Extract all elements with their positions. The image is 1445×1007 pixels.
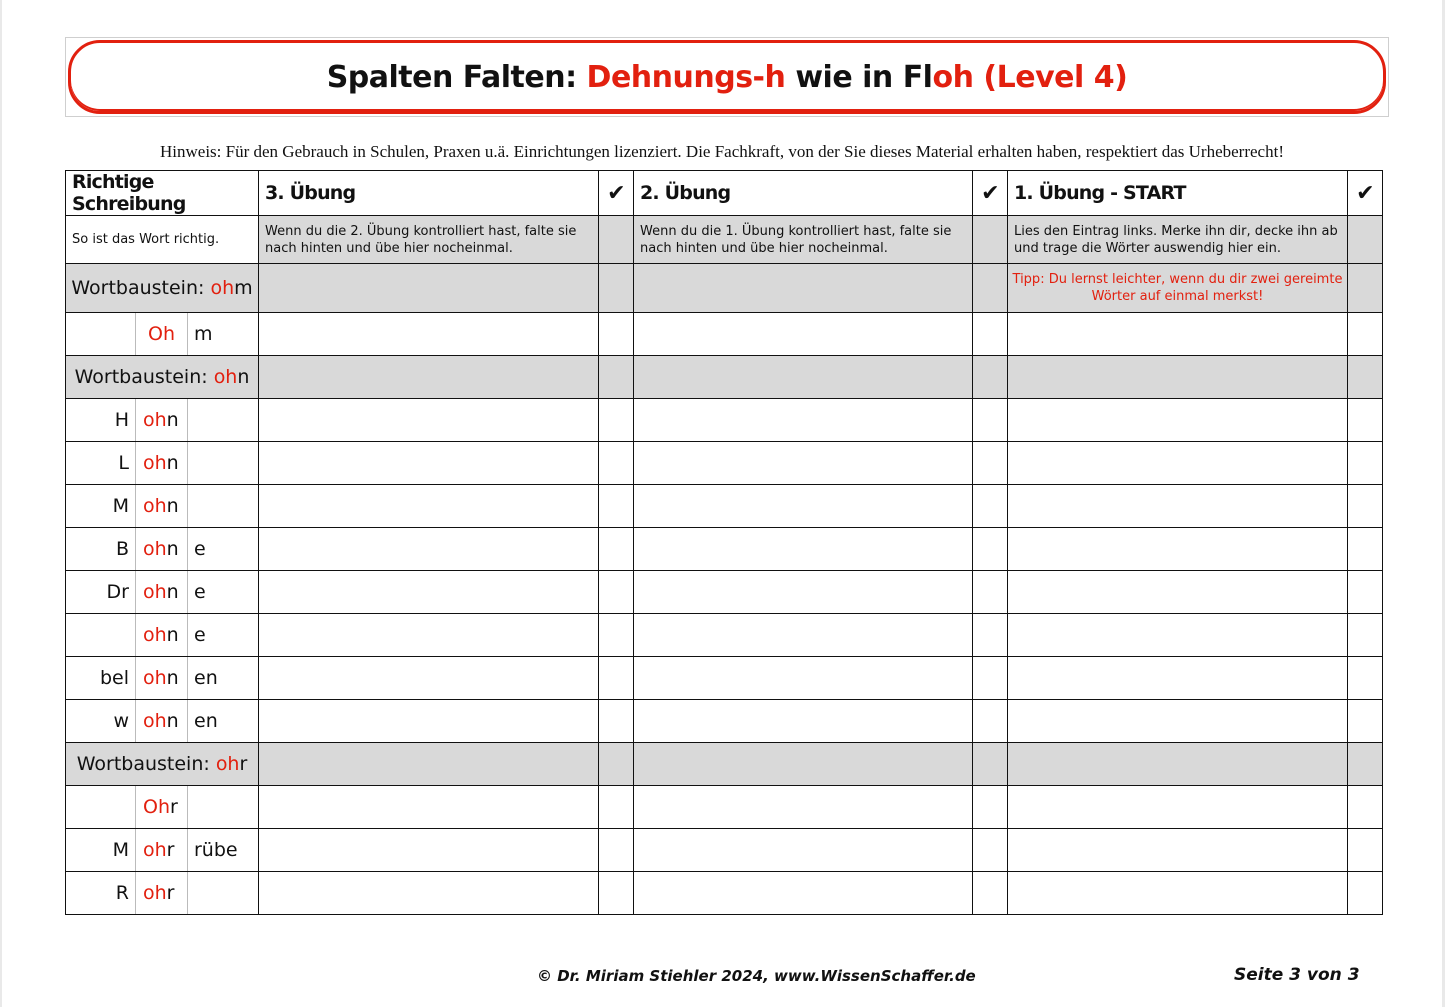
exercise-1-cell[interactable] [1008,700,1348,743]
title-frame [65,37,1389,117]
word-prefix [66,614,136,657]
exercise-1-cell[interactable] [1008,528,1348,571]
word-stem-red: oh [143,581,167,603]
check-icon: ✔ [599,171,634,216]
check-icon: ✔ [1348,171,1383,216]
check-cell[interactable] [973,571,1008,614]
word-stem-red: Oh [143,796,170,818]
exercise-3-cell[interactable] [259,614,599,657]
wortbaustein-text: Wortbaustein: [71,277,211,299]
instruction-correct: So ist das Wort richtig. [66,216,259,264]
word-stem-red: oh [143,538,167,560]
word-row [66,700,1383,743]
exercise-2-cell[interactable] [634,786,973,829]
word-prefix [66,313,136,356]
exercise-2-cell[interactable] [634,700,973,743]
word-row [66,614,1383,657]
check-cell[interactable] [973,399,1008,442]
check-cell[interactable] [973,442,1008,485]
check-cell[interactable] [599,743,634,786]
check-cell[interactable] [599,700,634,743]
wortbaustein-stem: m [234,277,253,299]
word-prefix: M [66,485,136,528]
word-stem [136,700,188,743]
word-suffix: m [188,313,259,356]
word-suffix: e [188,571,259,614]
instruction-exercise-1: Lies den Eintrag links. Merke ihn dir, decke ihn ab und trage die Wörter auswendig hier ein. [1008,216,1348,264]
exercise-3-cell[interactable] [259,872,599,915]
header-row [66,171,1383,216]
exercise-2-cell[interactable] [634,614,973,657]
copyright-footer: © Dr. Miriam Stiehler 2024, www.WissenSchaffer.de [537,967,976,985]
check-cell[interactable] [599,657,634,700]
word-prefix: bel [66,657,136,700]
word-stem-end: n [166,624,179,646]
check-cell[interactable] [973,700,1008,743]
check-cell[interactable] [1348,872,1383,915]
word-stem-end: n [166,409,179,431]
instruction-exercise-2: Wenn du die 1. Übung kontrolliert hast, falte sie nach hinten und übe hier nocheinmal. [634,216,973,264]
check-cell[interactable] [599,829,634,872]
word-stem-end: n [166,538,179,560]
header-correct-spelling: Richtige Schreibung [66,171,259,216]
exercise-3-cell[interactable] [259,829,599,872]
title-part-2: Dehnungs-h [586,59,786,95]
exercise-2-cell[interactable] [634,829,973,872]
wortbaustein-stem: n [237,366,250,388]
title-part-5: (Level 4) [973,59,1128,95]
word-suffix: e [188,614,259,657]
exercise-3-cell[interactable] [259,657,599,700]
word-stem [136,571,188,614]
check-cell[interactable] [973,872,1008,915]
word-stem [136,313,188,356]
check-cell[interactable] [1348,571,1383,614]
word-row [66,872,1383,915]
check-cell[interactable] [973,528,1008,571]
word-stem [136,614,188,657]
word-stem-red: oh [143,409,167,431]
word-row [66,485,1383,528]
check-cell[interactable] [599,571,634,614]
check-cell[interactable] [973,657,1008,700]
exercise-1-cell[interactable] [1008,313,1348,356]
exercise-1-cell[interactable] [1008,872,1348,915]
word-prefix: w [66,700,136,743]
word-suffix [188,786,259,829]
wortbaustein-stem-red: oh [215,753,240,775]
exercise-1-cell[interactable] [1008,356,1348,399]
wortbaustein-stem-red: oh [213,366,238,388]
worksheet-page [2,0,1442,1007]
exercise-2-cell[interactable] [634,264,973,313]
check-cell[interactable] [599,485,634,528]
word-stem [136,786,188,829]
word-stem-end: r [170,796,178,818]
word-suffix: e [188,528,259,571]
word-stem [136,528,188,571]
title-banner [68,40,1386,114]
check-cell[interactable] [1348,442,1383,485]
word-prefix: H [66,399,136,442]
word-suffix [188,485,259,528]
word-stem-end: r [166,882,175,904]
check-cell[interactable] [599,614,634,657]
check-cell[interactable] [1348,657,1383,700]
wortbaustein-row [66,264,1383,313]
exercise-3-cell[interactable] [259,528,599,571]
page-title [327,60,1128,95]
exercise-3-cell[interactable] [259,356,599,399]
check-cell[interactable] [973,313,1008,356]
word-suffix: en [188,657,259,700]
check-cell[interactable] [973,743,1008,786]
title-part-4: oh [932,59,974,95]
check-cell[interactable] [973,264,1008,313]
exercise-2-cell[interactable] [634,399,973,442]
word-suffix: rübe [188,829,259,872]
check-cell[interactable] [973,829,1008,872]
word-stem [136,485,188,528]
wortbaustein-row [66,743,1383,786]
word-stem-red: oh [143,839,167,861]
word-suffix [188,872,259,915]
word-prefix: M [66,829,136,872]
word-suffix [188,442,259,485]
exercise-3-cell[interactable] [259,700,599,743]
check-cell[interactable] [1348,829,1383,872]
check-cell[interactable] [1348,264,1383,313]
exercise-2-cell[interactable] [634,485,973,528]
exercise-3-cell[interactable] [259,399,599,442]
exercise-2-cell[interactable] [634,442,973,485]
word-prefix: B [66,528,136,571]
word-stem [136,657,188,700]
exercise-1-cell[interactable] [1008,442,1348,485]
page-number: Seite 3 von 3 [1234,965,1360,985]
exercise-3-cell[interactable] [259,571,599,614]
exercise-2-cell[interactable] [634,571,973,614]
word-row [66,786,1383,829]
exercise-1-cell[interactable] [1008,399,1348,442]
word-row [66,442,1383,485]
exercise-2-cell[interactable] [634,743,973,786]
instruction-exercise-3: Wenn du die 2. Übung kontrolliert hast, falte sie nach hinten und übe hier nocheinmal. [259,216,599,264]
exercise-1-cell[interactable] [1008,743,1348,786]
exercise-3-cell[interactable] [259,264,599,313]
check-cell[interactable] [1348,786,1383,829]
word-prefix: L [66,442,136,485]
wortbaustein-label [66,743,259,786]
check-cell[interactable] [1348,743,1383,786]
check-cell[interactable] [599,442,634,485]
word-prefix: Dr [66,571,136,614]
word-stem-red: oh [143,624,167,646]
check-cell[interactable] [1348,485,1383,528]
header-exercise-2: 2. Übung [634,171,973,216]
word-stem-red: Oh [148,323,175,345]
exercise-2-cell[interactable] [634,657,973,700]
check-cell[interactable] [1348,356,1383,399]
check-cell[interactable] [599,399,634,442]
check-cell[interactable] [599,356,634,399]
wortbaustein-label [66,356,259,399]
check-cell[interactable] [973,786,1008,829]
word-prefix: R [66,872,136,915]
word-suffix [188,399,259,442]
word-stem-end: n [166,495,179,517]
word-stem-red: oh [143,882,167,904]
wortbaustein-stem-red: oh [210,277,235,299]
word-stem-red: oh [143,710,167,732]
word-stem-red: oh [143,667,167,689]
wortbaustein-row [66,356,1383,399]
exercise-1-cell[interactable] [1008,485,1348,528]
exercise-1-cell[interactable] [1008,657,1348,700]
exercise-3-cell[interactable] [259,786,599,829]
exercise-1-cell[interactable] [1008,829,1348,872]
title-part-3: wie in Fl [785,59,933,95]
exercise-2-cell[interactable] [634,313,973,356]
check-cell[interactable] [599,528,634,571]
word-stem-end: n [166,710,179,732]
word-stem [136,872,188,915]
check-cell[interactable] [973,485,1008,528]
license-note: Hinweis: Für den Gebrauch in Schulen, Praxen u.ä. Einrichtungen lizenziert. Die Fachkraft, von der Sie dieses Material erhalten haben, respektiert das Urheberrecht! [160,142,1284,161]
word-row [66,571,1383,614]
exercise-2-cell[interactable] [634,528,973,571]
word-stem-end: n [166,581,179,603]
check-cell[interactable] [1348,700,1383,743]
word-row [66,657,1383,700]
word-row [66,528,1383,571]
title-part-1: Spalten Falten: [326,59,587,95]
word-stem-end: n [166,452,179,474]
check-cell[interactable] [599,313,634,356]
exercise-2-cell[interactable] [634,872,973,915]
word-row [66,399,1383,442]
word-prefix [66,786,136,829]
wortbaustein-text: Wortbaustein: [76,753,216,775]
tip-text: Tipp: Du lernst leichter, wenn du dir zwei gereimte Wörter auf einmal merkst! [1008,264,1348,313]
exercise-2-cell[interactable] [634,356,973,399]
check-icon: ✔ [973,171,1008,216]
check-cell[interactable] [1348,399,1383,442]
check-cell[interactable] [599,264,634,313]
header-exercise-3: 3. Übung [259,171,599,216]
word-row [66,829,1383,872]
check-cell[interactable] [599,786,634,829]
word-stem [136,442,188,485]
word-stem-red: oh [143,495,167,517]
exercise-1-cell[interactable] [1008,786,1348,829]
check-cell[interactable] [1348,614,1383,657]
word-suffix: en [188,700,259,743]
exercise-3-cell[interactable] [259,743,599,786]
wortbaustein-label [66,264,259,313]
check-cell [599,216,634,264]
check-cell[interactable] [973,614,1008,657]
check-cell [1348,216,1383,264]
header-exercise-1: 1. Übung - START [1008,171,1348,216]
exercise-1-cell[interactable] [1008,614,1348,657]
word-stem [136,829,188,872]
word-stem [136,399,188,442]
exercise-3-cell[interactable] [259,442,599,485]
check-cell [973,216,1008,264]
word-stem-end: r [166,839,175,861]
exercise-3-cell[interactable] [259,485,599,528]
word-stem-red: oh [143,452,167,474]
exercise-1-cell[interactable] [1008,571,1348,614]
check-cell[interactable] [599,872,634,915]
exercise-table [65,170,1383,915]
exercise-3-cell[interactable] [259,313,599,356]
instruction-row [66,216,1383,264]
check-cell[interactable] [973,356,1008,399]
word-row [66,313,1383,356]
wortbaustein-stem: r [239,753,248,775]
word-stem-end: n [166,667,179,689]
wortbaustein-text: Wortbaustein: [74,366,214,388]
check-cell[interactable] [1348,313,1383,356]
check-cell[interactable] [1348,528,1383,571]
